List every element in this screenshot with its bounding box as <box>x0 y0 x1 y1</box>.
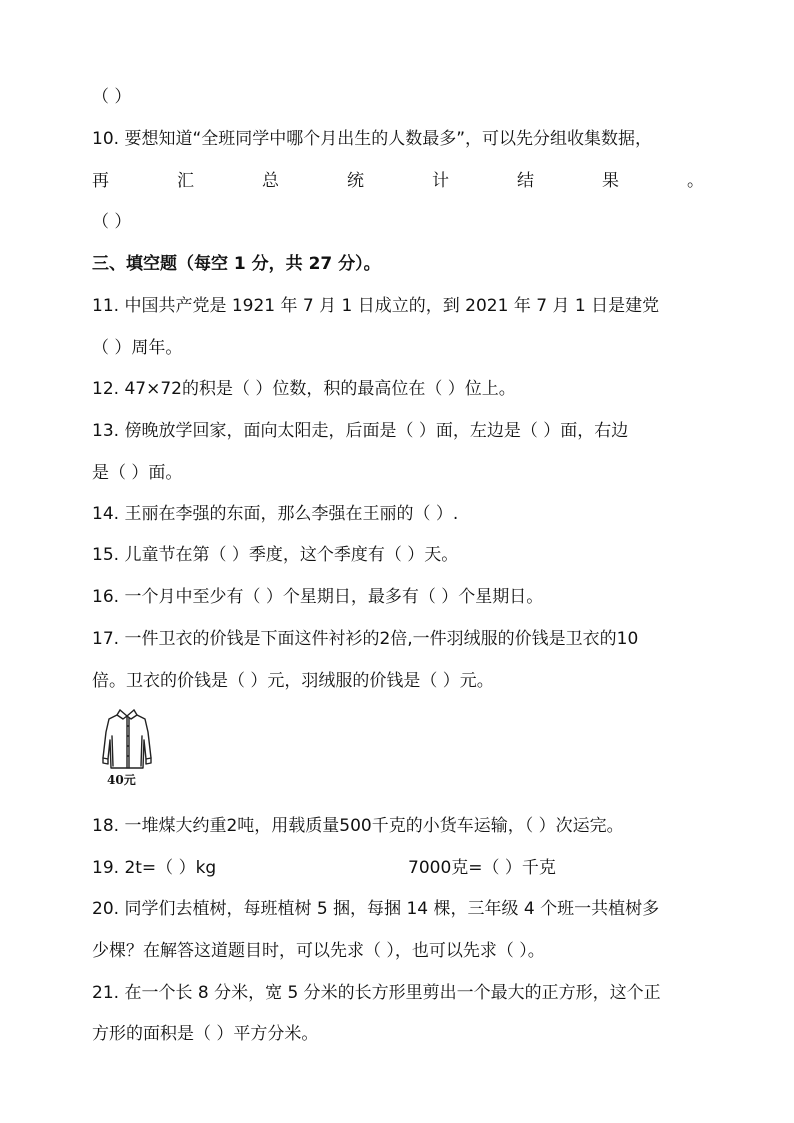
shirt-price-label: 40元 <box>107 773 136 787</box>
q10-text: 10. 要想知道“全班同学中哪个月出生的人数最多”，可以先分组收集数据， <box>92 129 653 149</box>
q10-char: 再 <box>92 171 109 191</box>
q10-char: 结 <box>517 171 534 191</box>
q10-char: 总 <box>262 171 279 191</box>
q19-part-b: 7000克=（ ）千克 <box>408 858 556 878</box>
q11-text: 11. 中国共产党是 1921 年 7 月 1 日成立的，到 2021 年 7 月 1 日是建党 <box>92 296 660 316</box>
q10-text-spaced <box>92 170 704 192</box>
q15-text: 15. 儿童节在第（ ）季度，这个季度有（ ）天。 <box>92 545 459 565</box>
q19-text <box>92 857 704 879</box>
q12-text: 12. 47×72的积是（ ）位数，积的最高位在（ ）位上。 <box>92 379 516 399</box>
q14-text: 14. 王丽在李强的东面，那么李强在王丽的（ ）. <box>92 504 459 524</box>
q13-text: 13. 傍晚放学回家，面向太阳走，后面是（ ）面，左边是（ ）面，右边 <box>92 421 629 441</box>
q21-text: 21. 在一个长 8 分米，宽 5 分米的长方形里剪出一个最大的正方形，这个正 <box>92 983 661 1003</box>
q10-char: 。 <box>687 171 704 191</box>
q10-answer-blank: （ ） <box>92 212 132 232</box>
q10-char: 计 <box>432 171 449 191</box>
q19-part-a: 19. 2t=（ ）kg <box>92 858 217 878</box>
q21-text-cont: 方形的面积是（ ）平方分米。 <box>92 1024 319 1044</box>
q10-char: 汇 <box>177 171 194 191</box>
q20-text-cont: 少棵？在解答这道题目时，可以先求（ ），也可以先求（ ）。 <box>92 941 545 961</box>
q20-text: 20. 同学们去植树，每班植树 5 捆，每捆 14 棵，三年级 4 个班一共植树多 <box>92 899 660 919</box>
q10-char: 果 <box>602 171 619 191</box>
q17-text-cont: 倍。卫衣的价钱是（ ）元，羽绒服的价钱是（ ）元。 <box>92 671 494 691</box>
q16-text: 16. 一个月中至少有（ ）个星期日，最多有（ ）个星期日。 <box>92 587 544 607</box>
q17-text: 17. 一件卫衣的价钱是下面这件衬衫的2倍,一件羽绒服的价钱是卫衣的10 <box>92 629 639 649</box>
section-heading: 三、填空题（每空 1 分，共 27 分）。 <box>92 254 381 274</box>
q10-char: 统 <box>347 171 364 191</box>
q13-text-cont: 是（ ）面。 <box>92 463 183 483</box>
q11-text-cont: （ ）周年。 <box>92 338 183 358</box>
q9-answer-blank: （ ） <box>92 87 132 107</box>
q18-text: 18. 一堆煤大约重2吨，用载质量500千克的小货车运输，（ ）次运完。 <box>92 816 624 836</box>
